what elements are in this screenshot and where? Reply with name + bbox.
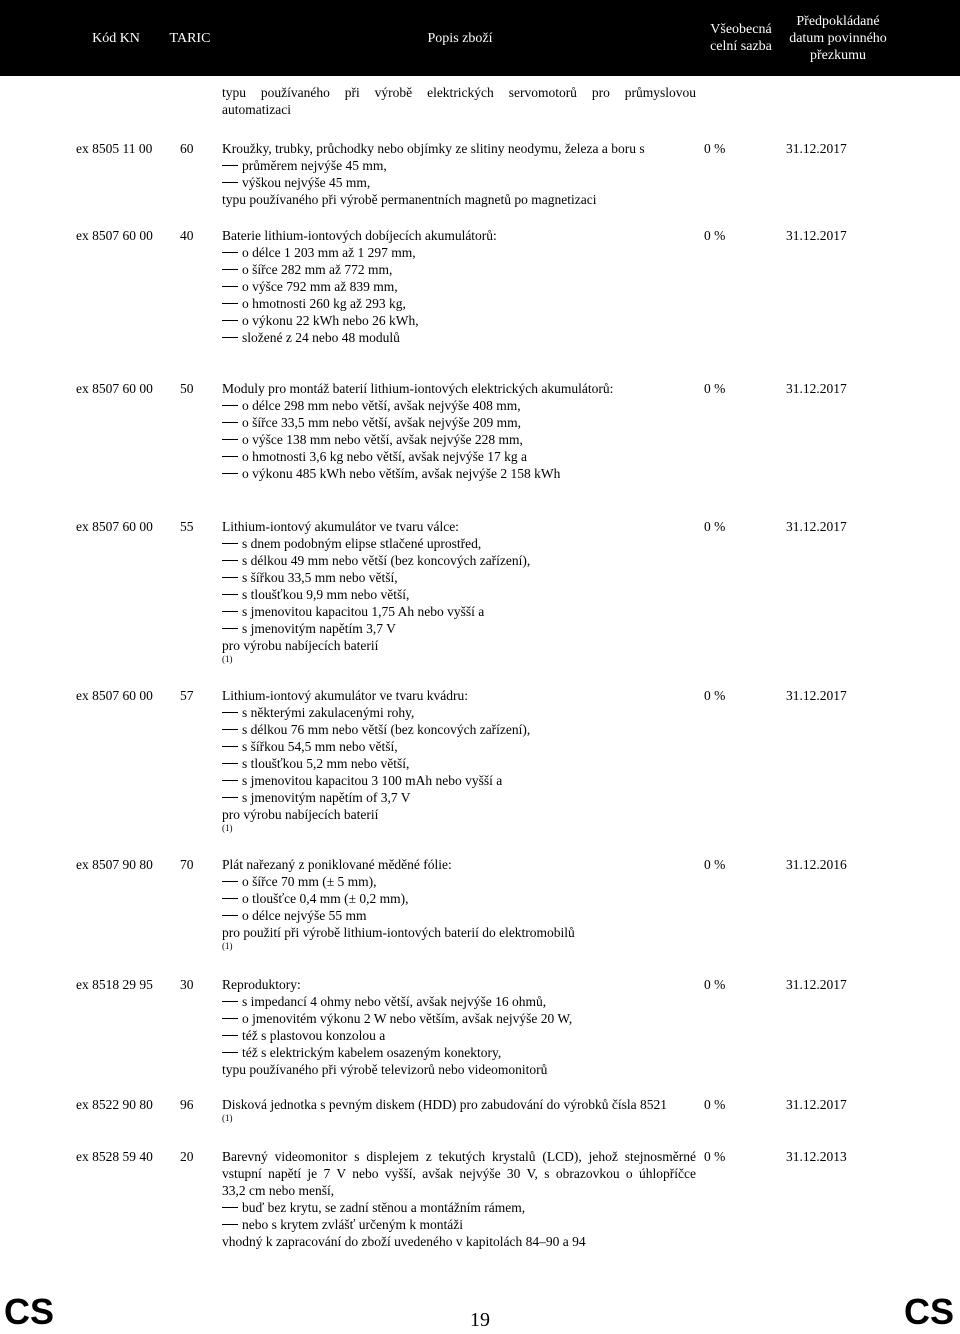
description-line: vstupní napětí je 7 V nebo vyšší, avšak nejvýše 30 V, s obrazovkou o úhlopříčce bbox=[222, 1166, 696, 1181]
footer-language-right: CS bbox=[903, 1291, 954, 1332]
description-dash-item: složené z 24 nebo 48 modulů bbox=[222, 329, 696, 346]
description-dash-item: s jmenovitou kapacitou 1,75 Ah nebo vyšší a bbox=[222, 603, 696, 620]
header-popis-zbozi: Popis zboží bbox=[427, 30, 493, 46]
goods-description bbox=[222, 140, 696, 208]
kn-code: ex 8507 60 00 bbox=[76, 381, 153, 396]
description-dash-item: s šířkou 54,5 mm nebo větší, bbox=[222, 738, 696, 755]
goods-description bbox=[222, 687, 696, 834]
description-dash-item: s tloušťkou 5,2 mm nebo větší, bbox=[222, 755, 696, 772]
continuation-description bbox=[222, 84, 696, 118]
header-kod-kn: Kód KN bbox=[92, 30, 140, 46]
kn-code: ex 8522 90 80 bbox=[76, 1097, 153, 1112]
header-datum-line2: datum povinného bbox=[789, 30, 887, 46]
taric-code: 60 bbox=[180, 141, 194, 156]
description-line: 33,2 cm nebo menší, bbox=[222, 1183, 335, 1198]
description-line: Moduly pro montáž baterií lithium-iontových elektrických akumulátorů: bbox=[222, 381, 614, 396]
kn-code: ex 8507 60 00 bbox=[76, 228, 153, 243]
taric-code: 96 bbox=[180, 1097, 194, 1112]
description-line: Plát nařezaný z poniklované měděné fólie: bbox=[222, 857, 452, 872]
header-taric: TARIC bbox=[169, 30, 211, 46]
duty-rate: 0 % bbox=[704, 857, 726, 872]
description-dash-item: o šířce 70 mm (± 5 mm), bbox=[222, 873, 696, 890]
description-line: Baterie lithium-iontových dobíjecích akumulátorů: bbox=[222, 228, 497, 243]
description-dash-item: o délce 298 mm nebo větší, avšak nejvýše 408 mm, bbox=[222, 397, 696, 414]
description-line: Lithium-iontový akumulátor ve tvaru kvádru: bbox=[222, 688, 468, 703]
duty-rate: 0 % bbox=[704, 1149, 726, 1164]
taric-code: 40 bbox=[180, 228, 194, 243]
description-line: typu používaného při výrobě permanentních magnetů po magnetizaci bbox=[222, 192, 597, 207]
description-dash-item: průměrem nejvýše 45 mm, bbox=[222, 157, 696, 174]
description-dash-item: výškou nejvýše 45 mm, bbox=[222, 174, 696, 191]
goods-description bbox=[222, 518, 696, 665]
review-date: 31.12.2017 bbox=[786, 1097, 847, 1112]
review-date: 31.12.2013 bbox=[786, 1149, 847, 1164]
description-line: Lithium-iontový akumulátor ve tvaru válce: bbox=[222, 519, 459, 534]
goods-description bbox=[222, 227, 696, 346]
footnote-reference: (1) bbox=[222, 823, 233, 833]
header-celni-sazba-line2: celní sazba bbox=[710, 39, 772, 54]
taric-code: 55 bbox=[180, 519, 194, 534]
duty-rate: 0 % bbox=[704, 228, 726, 243]
description-dash-item: o délce nejvýše 55 mm bbox=[222, 907, 696, 924]
footnote-reference: (1) bbox=[222, 941, 233, 951]
continuation-line: automatizaci bbox=[222, 102, 291, 117]
description-line: pro použití při výrobě lithium-iontových baterií do elektromobilů bbox=[222, 925, 575, 940]
review-date: 31.12.2017 bbox=[786, 977, 847, 992]
review-date: 31.12.2017 bbox=[786, 141, 847, 156]
description-dash-item: s jmenovitým napětím of 3,7 V bbox=[222, 789, 696, 806]
description-dash-item: nebo s krytem zvlášť určeným k montáži bbox=[222, 1216, 696, 1233]
duty-rate: 0 % bbox=[704, 1097, 726, 1112]
description-dash-item: o délce 1 203 mm až 1 297 mm, bbox=[222, 244, 696, 261]
description-line: Disková jednotka s pevným diskem (HDD) pro zabudování do výrobků čísla 8521 bbox=[222, 1097, 668, 1112]
description-dash-item: o tloušťce 0,4 mm (± 0,2 mm), bbox=[222, 890, 696, 907]
taric-code: 50 bbox=[180, 381, 194, 396]
review-date: 31.12.2017 bbox=[786, 381, 847, 396]
goods-description bbox=[222, 380, 696, 482]
review-date: 31.12.2016 bbox=[786, 857, 847, 872]
description-line: vhodný k zapracování do zboží uvedeného v kapitolách 84–90 a 94 bbox=[222, 1234, 586, 1249]
description-dash-item: o jmenovitém výkonu 2 W nebo větším, avšak nejvýše 20 W, bbox=[222, 1010, 696, 1027]
review-date: 31.12.2017 bbox=[786, 688, 847, 703]
description-dash-item: o výkonu 22 kWh nebo 26 kWh, bbox=[222, 312, 696, 329]
duty-rate: 0 % bbox=[704, 519, 726, 534]
description-dash-item: s dnem podobným elipse stlačené uprostřed, bbox=[222, 535, 696, 552]
description-dash-item: s tloušťkou 9,9 mm nebo větší, bbox=[222, 586, 696, 603]
footer-language-left: CS bbox=[4, 1291, 55, 1332]
description-dash-item: s jmenovitým napětím 3,7 V bbox=[222, 620, 696, 637]
footnote-reference: (1) bbox=[222, 654, 233, 664]
description-dash-item: o hmotnosti 3,6 kg nebo větší, avšak nejvýše 17 kg a bbox=[222, 448, 696, 465]
page-number: 19 bbox=[470, 1309, 490, 1331]
goods-description bbox=[222, 1148, 696, 1250]
duty-rate: 0 % bbox=[704, 688, 726, 703]
description-dash-item: s impedancí 4 ohmy nebo větší, avšak nejvýše 16 ohmů, bbox=[222, 993, 696, 1010]
description-dash-item: s jmenovitou kapacitou 3 100 mAh nebo vyšší a bbox=[222, 772, 696, 789]
continuation-line: typu používaného při výrobě elektrických servomotorů pro průmyslovou bbox=[222, 85, 696, 100]
description-line: Reproduktory: bbox=[222, 977, 301, 992]
description-dash-item: s délkou 76 mm nebo větší (bez koncových zařízení), bbox=[222, 721, 696, 738]
taric-code: 30 bbox=[180, 977, 194, 992]
description-dash-item: o šířce 33,5 mm nebo větší, avšak nejvýše 209 mm, bbox=[222, 414, 696, 431]
footnote-reference: (1) bbox=[222, 1113, 233, 1123]
description-dash-item: o výšce 792 mm až 839 mm, bbox=[222, 278, 696, 295]
description-line: pro výrobu nabíjecích baterií bbox=[222, 807, 379, 822]
header-datum-line1: Předpokládané bbox=[796, 13, 880, 29]
description-line: Barevný videomonitor s displejem z tekutých krystalů (LCD), jehož stejnosměrné bbox=[222, 1149, 696, 1164]
header-celni-sazba bbox=[696, 0, 786, 76]
duty-rate: 0 % bbox=[704, 381, 726, 396]
kn-code: ex 8507 60 00 bbox=[76, 519, 153, 534]
review-date: 31.12.2017 bbox=[786, 519, 847, 534]
kn-code: ex 8507 60 00 bbox=[76, 688, 153, 703]
description-dash-item: s délkou 49 mm nebo větší (bez koncových zařízení), bbox=[222, 552, 696, 569]
description-dash-item: též s elektrickým kabelem osazeným konektory, bbox=[222, 1044, 696, 1061]
taric-code: 57 bbox=[180, 688, 194, 703]
description-dash-item: též s plastovou konzolou a bbox=[222, 1027, 696, 1044]
description-dash-item: o hmotnosti 260 kg až 293 kg, bbox=[222, 295, 696, 312]
goods-description bbox=[222, 856, 696, 952]
description-line: typu používaného při výrobě televizorů nebo videomonitorů bbox=[222, 1062, 548, 1077]
description-line: pro výrobu nabíjecích baterií bbox=[222, 638, 379, 653]
taric-code: 70 bbox=[180, 857, 194, 872]
goods-description bbox=[222, 976, 696, 1078]
description-dash-item: o výšce 138 mm nebo větší, avšak nejvýše 228 mm, bbox=[222, 431, 696, 448]
review-date: 31.12.2017 bbox=[786, 228, 847, 243]
header-datum-prezkumu bbox=[782, 0, 894, 76]
description-dash-item: s šířkou 33,5 mm nebo větší, bbox=[222, 569, 696, 586]
table-header bbox=[0, 0, 960, 76]
description-line: Kroužky, trubky, průchodky nebo objímky ze slitiny neodymu, železa a boru s bbox=[222, 141, 645, 156]
description-dash-item: buď bez krytu, se zadní stěnou a montážním rámem, bbox=[222, 1199, 696, 1216]
description-dash-item: s některými zakulacenými rohy, bbox=[222, 704, 696, 721]
header-datum-line3: přezkumu bbox=[810, 47, 866, 63]
header-celni-sazba-line1: Všeobecná bbox=[710, 22, 772, 37]
description-dash-item: o výkonu 485 kWh nebo větším, avšak nejvýše 2 158 kWh bbox=[222, 465, 696, 482]
kn-code: ex 8518 29 95 bbox=[76, 977, 153, 992]
taric-code: 20 bbox=[180, 1149, 194, 1164]
description-dash-item: o šířce 282 mm až 772 mm, bbox=[222, 261, 696, 278]
kn-code: ex 8507 90 80 bbox=[76, 857, 153, 872]
kn-code: ex 8528 59 40 bbox=[76, 1149, 153, 1164]
duty-rate: 0 % bbox=[704, 141, 726, 156]
kn-code: ex 8505 11 00 bbox=[76, 141, 153, 156]
goods-description bbox=[222, 1096, 696, 1124]
duty-rate: 0 % bbox=[704, 977, 726, 992]
